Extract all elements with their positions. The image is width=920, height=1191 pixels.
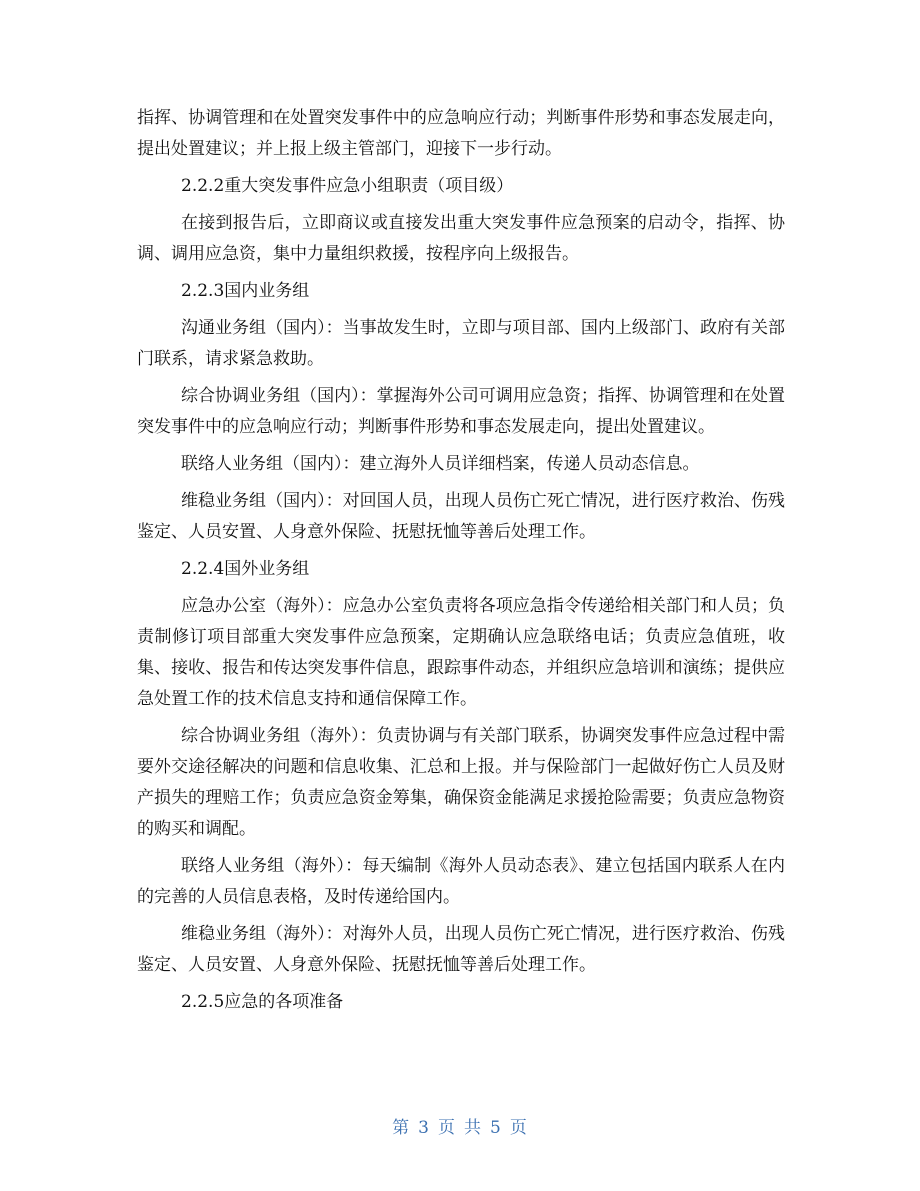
section-heading-2-2-2: 2.2.2重大突发事件应急小组职责（项目级） [181, 176, 514, 196]
footer-prefix: 第 [392, 1118, 411, 1138]
paragraph: 综合协调业务组（国内）：掌握海外公司可调用应急资；指挥、协调管理和在处置突发事件中的应急响应行动；判断事件形势和事态发展走向，提出处置建议。 [137, 386, 785, 437]
footer-current-page: 3 [418, 1118, 430, 1138]
footer-suffix: 页 [509, 1118, 528, 1138]
section-heading-2-2-5: 2.2.5应急的各项准备 [181, 992, 344, 1012]
paragraph: 综合协调业务组（海外）：负责协调与有关部门联系，协调突发事件应急过程中需要外交途径解决的问题和信息收集、汇总和上报。并与保险部门一起做好伤亡人员及财产损失的理赔工作；负责应急资金筹集，确保资金能满足求援抢险需要；负责应急物资的购买和调配。 [137, 726, 785, 839]
document-body [137, 103, 785, 1024]
footer-total-pages: 5 [490, 1118, 502, 1138]
paragraph: 联络人业务组（国内）：建立海外人员详细档案，传递人员动态信息。 [181, 454, 700, 474]
paragraph: 应急办公室（海外）：应急办公室负责将各项应急指令传递给相关部门和人员；负责制修订项目部重大突发事件应急预案，定期确认应急联络电话；负责应急值班，收集、接收、报告和传达突发事件信息，跟踪事件动态，并组织应急培训和演练；提供应急处置工作的技术信息支持和通信保障工作。 [137, 596, 785, 709]
paragraph-continuation: 指挥、协调管理和在处置突发事件中的应急响应行动；判断事件形势和事态发展走向，提出处置建议；并上报上级主管部门，迎接下一步行动。 [137, 108, 785, 159]
paragraph: 维稳业务组（海外）：对海外人员，出现人员伤亡死亡情况，进行医疗救治、伤残鉴定、人员安置、人身意外保险、抚慰抚恤等善后处理工作。 [137, 924, 785, 975]
page-footer [0, 1113, 920, 1138]
paragraph: 沟通业务组（国内）：当事故发生时，立即与项目部、国内上级部门、政府有关部门联系，请求紧急救助。 [137, 318, 785, 369]
footer-page-word: 页 [438, 1118, 456, 1138]
section-heading-2-2-3: 2.2.3国内业务组 [181, 281, 310, 301]
paragraph: 联络人业务组（海外）：每天编制《海外人员动态表》、建立包括国内联系人在内的完善的人员信息表格，及时传递给国内。 [137, 856, 785, 907]
section-heading-2-2-4: 2.2.4国外业务组 [181, 559, 310, 579]
footer-total-word: 共 [464, 1118, 482, 1138]
paragraph: 维稳业务组（国内）：对回国人员，出现人员伤亡死亡情况，进行医疗救治、伤残鉴定、人员安置、人身意外保险、抚慰抚恤等善后处理工作。 [137, 491, 785, 542]
paragraph: 在接到报告后，立即商议或直接发出重大突发事件应急预案的启动令，指挥、协调、调用应急资，集中力量组织救援，按程序向上级报告。 [137, 213, 785, 264]
